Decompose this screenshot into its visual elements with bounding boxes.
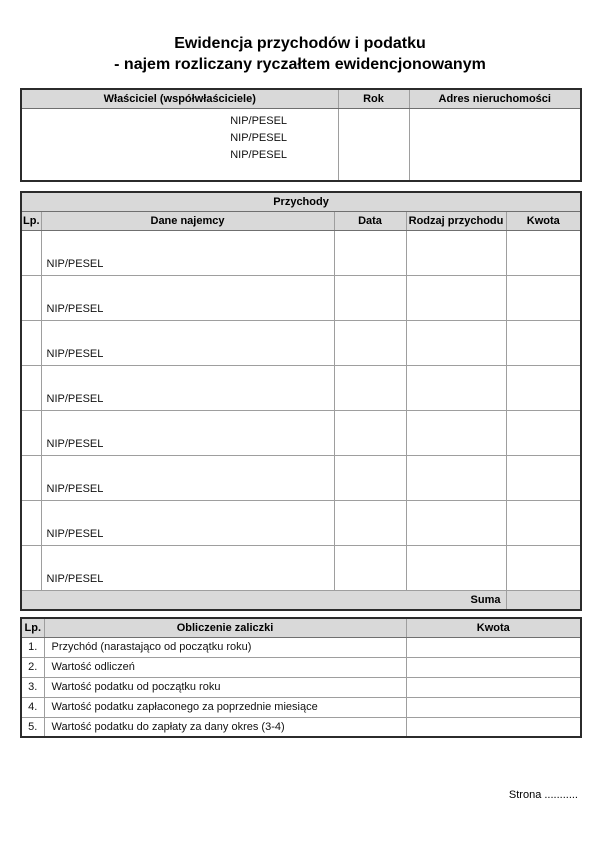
tenant-cell: NIP/PESEL	[41, 320, 334, 365]
advance-row	[21, 657, 581, 677]
owner-table	[20, 88, 582, 182]
tenant-cell: NIP/PESEL	[41, 410, 334, 455]
lp-cell: 1.	[21, 637, 44, 657]
lp-cell	[21, 500, 41, 545]
lp-cell	[21, 455, 41, 500]
lp-cell	[21, 365, 41, 410]
amount-header-cell: Kwota	[506, 211, 581, 230]
income-row	[21, 500, 581, 545]
tenant-cell: NIP/PESEL	[41, 500, 334, 545]
date-cell	[334, 500, 406, 545]
lp-cell: 2.	[21, 657, 44, 677]
year-value-cell	[338, 108, 409, 181]
nip-pesel-label: NIP/PESEL	[230, 131, 288, 144]
income-row	[21, 545, 581, 590]
calculation-label-cell: Wartość podatku zapłaconego za poprzednie miesiące	[44, 697, 406, 717]
income-type-cell	[406, 365, 506, 410]
address-value-cell	[409, 108, 581, 181]
amount-cell	[506, 230, 581, 275]
amount-cell	[406, 717, 581, 737]
lp-cell	[21, 410, 41, 455]
owner-table-body-row	[21, 108, 581, 181]
advance-row	[21, 637, 581, 657]
income-type-cell	[406, 275, 506, 320]
tenant-header-cell: Dane najemcy	[41, 211, 334, 230]
advance-row	[21, 677, 581, 697]
tenant-cell: NIP/PESEL	[41, 230, 334, 275]
lp-header-cell: Lp.	[21, 211, 41, 230]
tenant-cell: NIP/PESEL	[41, 545, 334, 590]
advance-table	[20, 617, 582, 738]
date-cell	[334, 275, 406, 320]
advance-row	[21, 717, 581, 737]
nip-pesel-label: NIP/PESEL	[230, 148, 288, 161]
income-table	[20, 191, 582, 611]
amount-cell	[506, 275, 581, 320]
owner-id-labels	[180, 109, 338, 164]
income-table-header-row	[21, 211, 581, 230]
lp-header-cell: Lp.	[21, 618, 44, 637]
income-sum-row	[21, 590, 581, 610]
sum-amount-cell	[506, 590, 581, 610]
income-type-cell	[406, 545, 506, 590]
income-row	[21, 275, 581, 320]
amount-cell	[406, 697, 581, 717]
owner-header-cell: Właściciel (współwłaściciele)	[21, 89, 338, 108]
date-header-cell: Data	[334, 211, 406, 230]
date-cell	[334, 545, 406, 590]
income-type-cell	[406, 230, 506, 275]
amount-cell	[406, 637, 581, 657]
advance-row	[21, 697, 581, 717]
sum-label-cell: Suma	[21, 590, 506, 610]
income-type-cell	[406, 410, 506, 455]
calculation-label-cell: Wartość podatku do zapłaty za dany okres (3-4)	[44, 717, 406, 737]
income-type-cell	[406, 320, 506, 365]
page-title-line2: - najem rozliczany ryczałtem ewidencjonowanym	[114, 56, 486, 73]
amount-cell	[506, 320, 581, 365]
income-row	[21, 365, 581, 410]
amount-header-cell: Kwota	[406, 618, 581, 637]
lp-cell: 3.	[21, 677, 44, 697]
advance-table-header-row	[21, 618, 581, 637]
calculation-label-cell: Wartość odliczeń	[44, 657, 406, 677]
calculation-header-cell: Obliczenie zaliczki	[44, 618, 406, 637]
income-type-cell	[406, 455, 506, 500]
income-type-cell	[406, 500, 506, 545]
date-cell	[334, 230, 406, 275]
amount-cell	[406, 677, 581, 697]
tables-container	[20, 88, 580, 738]
lp-cell: 5.	[21, 717, 44, 737]
lp-cell	[21, 230, 41, 275]
income-type-header-cell: Rodzaj przychodu	[406, 211, 506, 230]
owner-details-cell	[21, 108, 338, 181]
amount-cell	[506, 365, 581, 410]
lp-cell	[21, 545, 41, 590]
page-title-line1: Ewidencja przychodów i podatku	[174, 35, 426, 52]
page-number-label: Strona ...........	[508, 789, 578, 801]
amount-cell	[506, 500, 581, 545]
tenant-cell: NIP/PESEL	[41, 365, 334, 410]
year-header-cell: Rok	[338, 89, 409, 108]
address-header-cell: Adres nieruchomości	[409, 89, 581, 108]
lp-cell	[21, 275, 41, 320]
income-table-title-row	[21, 192, 581, 211]
date-cell	[334, 320, 406, 365]
amount-cell	[406, 657, 581, 677]
amount-cell	[506, 410, 581, 455]
page-title	[0, 0, 600, 75]
income-table-title: Przychody	[21, 192, 581, 211]
income-row	[21, 455, 581, 500]
tenant-cell: NIP/PESEL	[41, 275, 334, 320]
lp-cell: 4.	[21, 697, 44, 717]
date-cell	[334, 410, 406, 455]
amount-cell	[506, 545, 581, 590]
nip-pesel-label: NIP/PESEL	[230, 114, 288, 127]
amount-cell	[506, 455, 581, 500]
income-row	[21, 410, 581, 455]
date-cell	[334, 455, 406, 500]
owner-table-header-row	[21, 89, 581, 108]
lp-cell	[21, 320, 41, 365]
tenant-cell: NIP/PESEL	[41, 455, 334, 500]
calculation-label-cell: Wartość podatku od początku roku	[44, 677, 406, 697]
income-row	[21, 230, 581, 275]
calculation-label-cell: Przychód (narastająco od początku roku)	[44, 637, 406, 657]
income-row	[21, 320, 581, 365]
date-cell	[334, 365, 406, 410]
